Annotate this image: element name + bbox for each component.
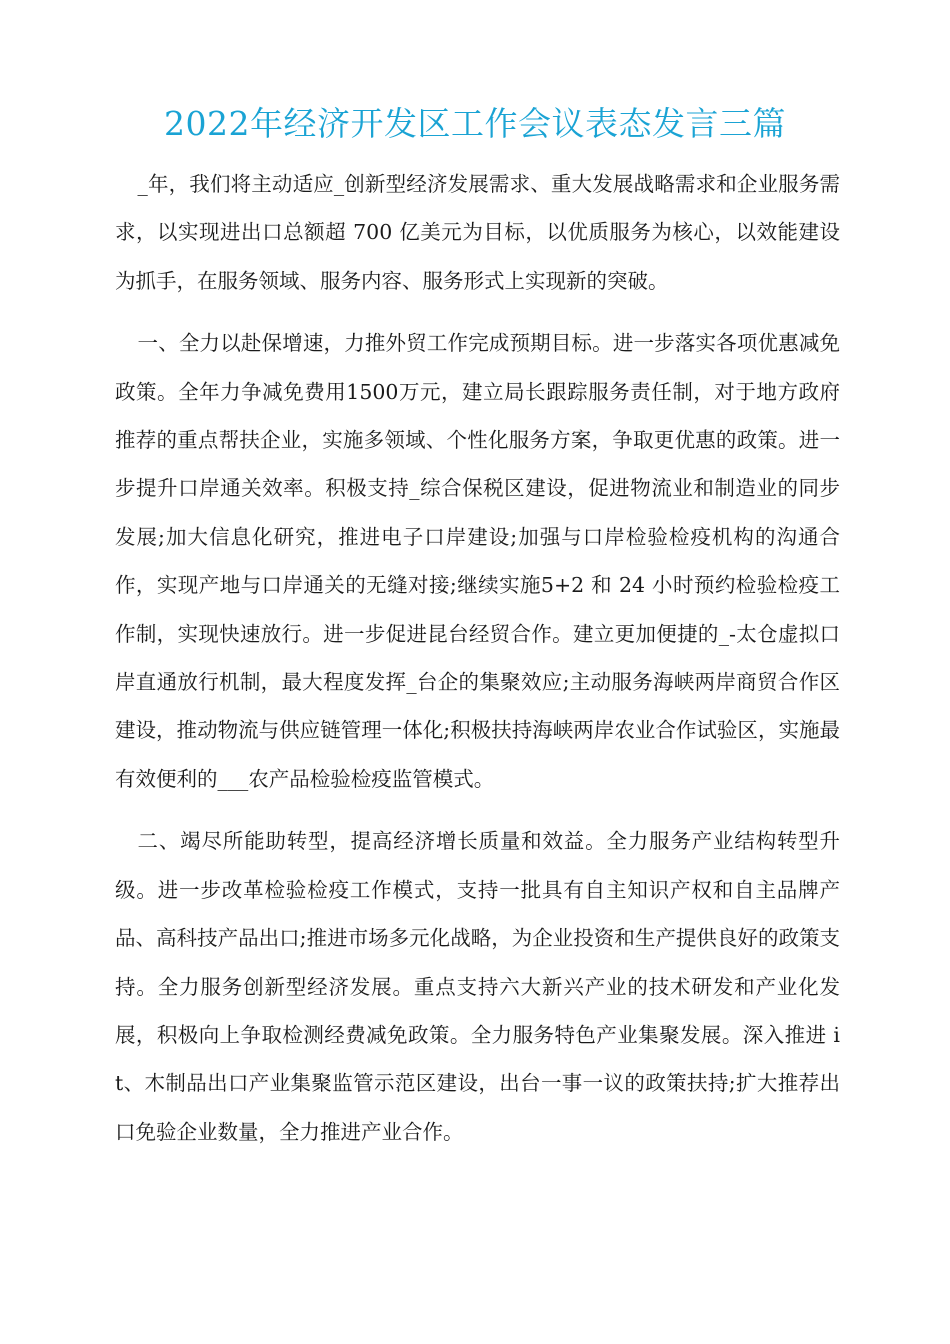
paragraph-section-one: 一、全力以赴保增速，力推外贸工作完成预期目标。进一步落实各项优惠减免政策。全年力争减免费用1500万元，建立局长跟踪服务责任制，对于地方政府推荐的重点帮扶企业，实施多领域、个性化服务方案，争取更优惠的政策。进一步提升口岸通关效率。积极支持_综合保税区建设，促进物流业和制造业的同步发展;加大信息化研究，推进电子口岸建设;加强与口岸检验检疫机构的沟通合作，实现产地与口岸通关的无缝对接;继续实施5+2 和 24 小时预约检验检疫工作制，实现快速放行。进一步促进昆台经贸合作。建立更加便捷的_-太仓虚拟口岸直通放行机制，最大程度发挥_台企的集聚效应;主动服务海峡两岸商贸合作区建设，推动物流与供应链管理一体化;积极扶持海峡两岸农业合作试验区，实施最有效便利的___农产品检验检疫监管模式。 [115, 331, 840, 791]
document-title: 2022年经济开发区工作会议表态发言三篇 [164, 104, 786, 143]
paragraph-section-two: 二、竭尽所能助转型，提高经济增长质量和效益。全力服务产业结构转型升级。进一步改革检验检疫工作模式，支持一批具有自主知识产权和自主品牌产品、高科技产品出口;推进市场多元化战略，为企业投资和生产提供良好的政策支持。全力服务创新型经济发展。重点支持六大新兴产业的技术研发和产业化发展，积极向上争取检测经费减免政策。全力服务特色产业集聚发展。深入推进 it、木制品出口产业集聚监管示范区建设，出台一事一议的政策扶持;扩大推荐出口免验企业数量，全力推进产业合作。 [115, 829, 840, 1144]
paragraph-intro: _年，我们将主动适应_创新型经济发展需求、重大发展战略需求和企业服务需求，以实现进出口总额超 700 亿美元为目标，以优质服务为核心，以效能建设为抓手，在服务领域、服务内容、服务形式上实现新的突破。 [115, 172, 840, 293]
document-body [115, 160, 840, 1170]
